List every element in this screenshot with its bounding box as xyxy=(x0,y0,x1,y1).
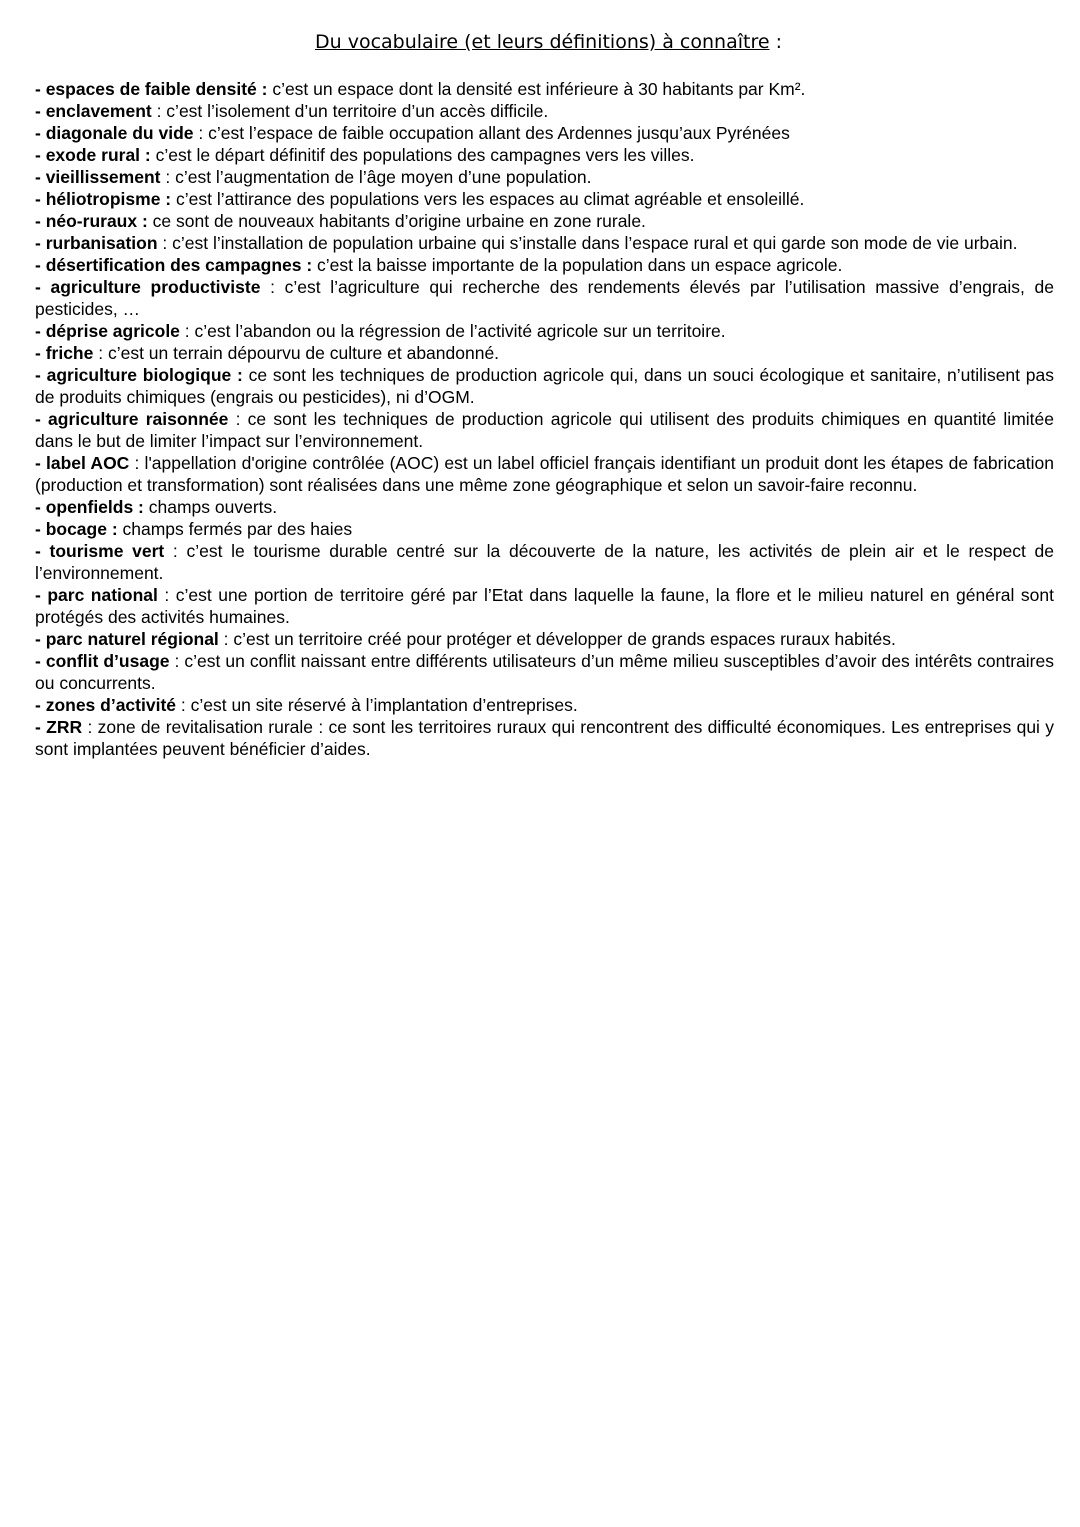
glossary-entry xyxy=(35,276,1054,320)
glossary-term: - enclavement xyxy=(35,101,152,121)
glossary-entry xyxy=(35,694,1054,716)
glossary-entry xyxy=(35,408,1054,452)
glossary-definition: champs ouverts. xyxy=(143,497,278,517)
glossary-definition: champs fermés par des haies xyxy=(117,519,353,539)
glossary-entry xyxy=(35,78,1054,100)
glossary-term: - agriculture biologique : xyxy=(35,365,243,385)
glossary-entry xyxy=(35,496,1054,518)
glossary-term: - parc national xyxy=(35,585,158,605)
glossary-definition: : zone de revitalisation rurale : ce sont les territoires ruraux qui rencontrent des difficulté économiques. Les entreprises qui y sont implantées peuvent bénéficier d’aides. xyxy=(35,717,1055,759)
glossary-term: - openfields : xyxy=(35,497,144,517)
glossary-term: - conflit d’usage xyxy=(35,651,170,671)
glossary-entry xyxy=(35,584,1054,628)
glossary-term: - déprise agricole xyxy=(35,321,180,341)
glossary-term: - agriculture productiviste xyxy=(35,277,261,297)
glossary-term: - exode rural : xyxy=(35,145,151,165)
glossary-definition: : c’est une portion de territoire géré par l’Etat dans laquelle la faune, la flore et le milieu naturel en général sont protégés des activités humaines. xyxy=(35,585,1054,627)
glossary-definition: : c’est l’isolement d’un territoire d’un accès difficile. xyxy=(151,101,549,121)
glossary-definition: : c’est le tourisme durable centré sur la découverte de la nature, les activités de plein air et le respect de l’environnement. xyxy=(35,541,1054,583)
glossary-definition: c’est un espace dont la densité est inférieure à 30 habitants par Km². xyxy=(267,79,806,99)
glossary-entry xyxy=(35,628,1054,650)
glossary-entry xyxy=(35,210,1054,232)
title-colon: : xyxy=(769,31,782,53)
glossary-definition: c’est la baisse importante de la population dans un espace agricole. xyxy=(312,255,843,275)
glossary-entry xyxy=(35,364,1054,408)
glossary-term: - héliotropisme : xyxy=(35,189,172,209)
document-page xyxy=(35,28,1054,760)
glossary-entry xyxy=(35,342,1054,364)
glossary-entry xyxy=(35,254,1054,276)
glossary-definition: c’est le départ définitif des populations des campagnes vers les villes. xyxy=(150,145,695,165)
glossary-term: - agriculture raisonnée xyxy=(35,409,229,429)
glossary-term: - rurbanisation xyxy=(35,233,158,253)
glossary-entry xyxy=(35,100,1054,122)
glossary-definition: ce sont les techniques de production agricole qui, dans un souci écologique et sanitaire, n’utilisent pas de produits chimiques (engrais ou pesticides), ni d’OGM. xyxy=(35,365,1054,407)
glossary-term: - parc naturel régional xyxy=(35,629,219,649)
glossary-term: - label AOC xyxy=(35,453,130,473)
glossary-definition: : c’est l’espace de faible occupation allant des Ardennes jusqu’aux Pyrénées xyxy=(193,123,790,143)
glossary-entry xyxy=(35,452,1054,496)
glossary-entry xyxy=(35,188,1054,210)
glossary-entry xyxy=(35,232,1054,254)
glossary-definition: : c’est un site réservé à l’implantation d’entreprises. xyxy=(176,695,578,715)
title-row xyxy=(43,28,1054,56)
glossary-list xyxy=(35,78,1054,760)
glossary-definition: : c’est l’installation de population urbaine qui s’installe dans l’espace rural et qui garde son mode de vie urbain. xyxy=(157,233,1018,253)
glossary-definition: c’est l’attirance des populations vers les espaces au climat agréable et ensoleillé. xyxy=(171,189,805,209)
glossary-entry xyxy=(35,166,1054,188)
glossary-definition: ce sont de nouveaux habitants d’origine urbaine en zone rurale. xyxy=(147,211,646,231)
glossary-entry xyxy=(35,122,1054,144)
glossary-entry xyxy=(35,650,1054,694)
glossary-definition: : l'appellation d'origine contrôlée (AOC) est un label officiel français identifiant un produit dont les étapes de fabrication (production et transformation) sont réalisées dans une même zone géographique et selon un savoir-faire reconnu. xyxy=(35,453,1055,495)
glossary-entry xyxy=(35,518,1054,540)
glossary-definition: : c’est un conflit naissant entre différents utilisateurs d’un même milieu susceptibles d’avoir des intérêts contraires ou concurrents. xyxy=(35,651,1054,693)
glossary-term: - ZRR xyxy=(35,717,83,737)
glossary-entry xyxy=(35,320,1054,342)
glossary-term: - espaces de faible densité : xyxy=(35,79,268,99)
glossary-term: - néo-ruraux : xyxy=(35,211,148,231)
glossary-term: - friche xyxy=(35,343,94,363)
glossary-definition: : c’est l’augmentation de l’âge moyen d’une population. xyxy=(160,167,592,187)
glossary-definition: : ce sont les techniques de production agricole qui utilisent des produits chimiques en quantité limitée dans le but de limiter l’impact sur l’environnement. xyxy=(35,409,1054,451)
page-title: Du vocabulaire (et leurs définitions) à connaître xyxy=(315,31,770,53)
glossary-term: - bocage : xyxy=(35,519,118,539)
glossary-definition: : c’est un territoire créé pour protéger et développer de grands espaces ruraux habités. xyxy=(218,629,896,649)
glossary-term: - tourisme vert xyxy=(35,541,165,561)
glossary-entry xyxy=(35,144,1054,166)
glossary-term: - zones d’activité xyxy=(35,695,177,715)
glossary-term: - diagonale du vide xyxy=(35,123,194,143)
glossary-term: - vieillissement xyxy=(35,167,161,187)
glossary-term: - désertification des campagnes : xyxy=(35,255,313,275)
glossary-entry xyxy=(35,716,1054,760)
glossary-definition: : c’est l’abandon ou la régression de l’activité agricole sur un territoire. xyxy=(179,321,726,341)
glossary-definition: : c’est l’agriculture qui recherche des rendements élevés par l’utilisation massive d’engrais, de pesticides, … xyxy=(35,277,1054,319)
glossary-definition: : c’est un terrain dépourvu de culture et abandonné. xyxy=(93,343,500,363)
glossary-entry xyxy=(35,540,1054,584)
